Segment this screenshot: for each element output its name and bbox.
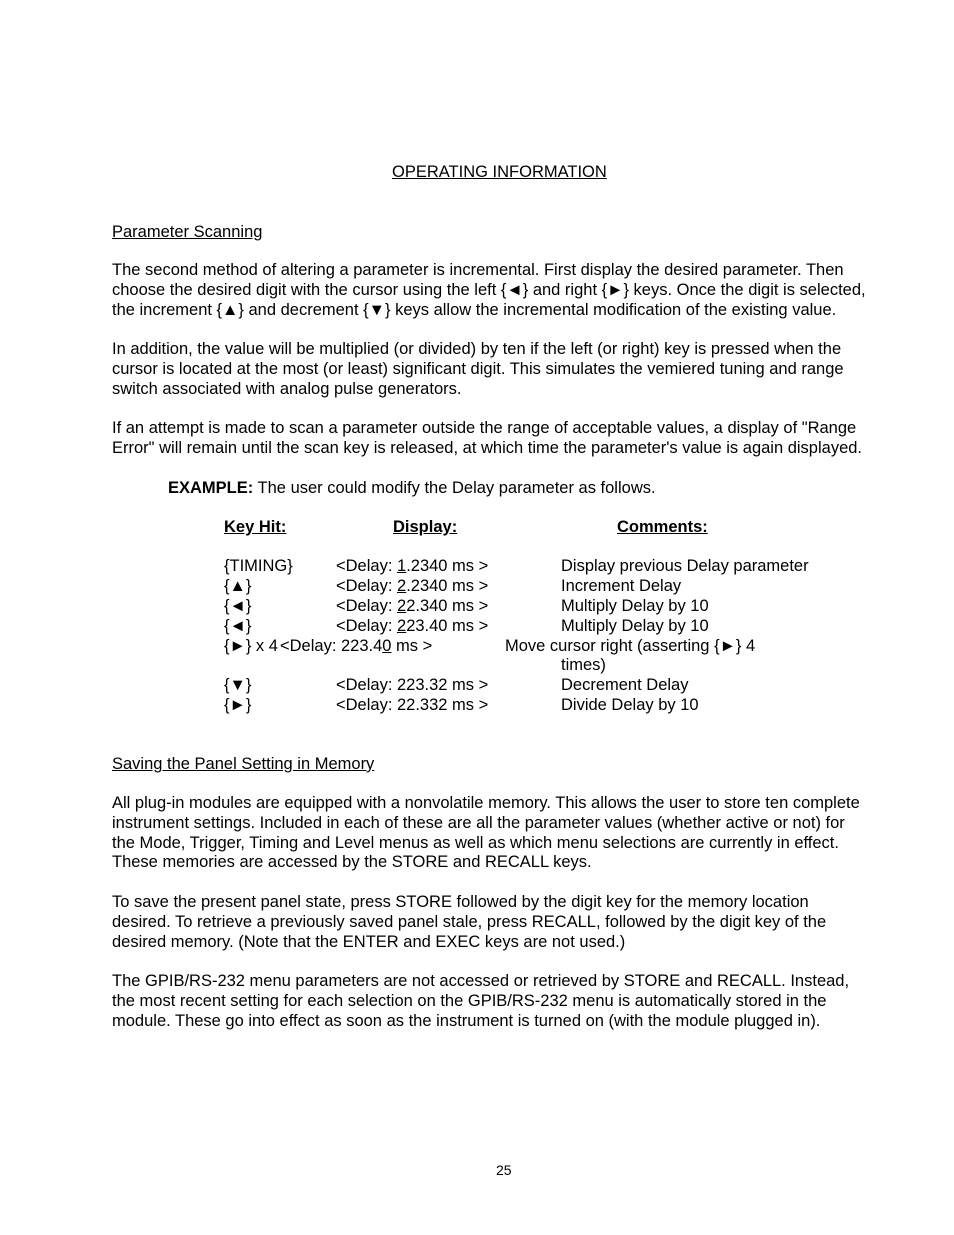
display-value: <Delay: 22.340 ms >	[336, 597, 489, 615]
comment: Multiply Delay by 10	[561, 617, 709, 635]
example-label: EXAMPLE:	[168, 479, 254, 497]
example-line	[168, 479, 656, 499]
page-title: OPERATING INFORMATION	[392, 163, 607, 181]
comment: Multiply Delay by 10	[561, 597, 709, 615]
comment: Divide Delay by 10	[561, 696, 699, 714]
paragraph-multiply: In addition, the value will be multiplied (or divided) by ten if the left (or right) key is pressed when the cursor is located at the most (or least) significant digit. This simulates the vemiered tuning and range switch associated with analog pulse generators.	[112, 340, 844, 398]
paragraph-incremental: The second method of altering a parameter is incremental. First display the desired parameter. Then choose the desired digit with the cursor using the left {◄} and right {►} keys. Once the digit is selected, the increment {▲} and decrement {▼} keys allow the incremental modification of the existing value.	[112, 261, 866, 319]
section-heading-saving-panel: Saving the Panel Setting in Memory	[112, 755, 375, 773]
key-hit: {▲}	[224, 577, 252, 595]
display-value: <Delay: 22.332 ms >	[336, 696, 489, 714]
comment: Increment Delay	[561, 577, 682, 595]
key-hit: {▼}	[224, 676, 252, 694]
paragraph-gpib: The GPIB/RS-232 menu parameters are not accessed or retrieved by STORE and RECALL. Instead, the most recent setting for each selection on the GPIB/RS-232 menu is automatically stored in the module. These go into effect as soon as the instrument is turned on (with the module plugged in).	[112, 972, 850, 1030]
table-header-key: Key Hit:	[224, 518, 287, 536]
display-value: <Delay: 1.2340 ms >	[336, 557, 489, 575]
paragraph-store-recall: To save the present panel state, press STORE followed by the digit key for the memory location desired. To retrieve a previously saved panel stale, press RECALL, followed by the digit key of the desired memory. (Note that the ENTER and EXEC keys are not used.)	[112, 893, 827, 951]
paragraph-nonvolatile-memory: All plug-in modules are equipped with a nonvolatile memory. This allows the user to store ten complete instrument settings. Included in each of these are all the parameter values (whether active or not) for the Mode, Trigger, Timing and Level menus as well as which menu selections are currently in effect. These memories are accessed by the STORE and RECALL keys.	[112, 794, 860, 872]
comment: Display previous Delay parameter	[561, 557, 809, 575]
table-header-comments: Comments:	[617, 518, 708, 536]
key-hit: {◄}	[224, 597, 252, 615]
key-hit: {►}	[224, 696, 252, 714]
key-hit: {TIMING}	[224, 557, 293, 575]
example-text: The user could modify the Delay parameter as follows.	[253, 479, 656, 497]
display-value: <Delay: 223.40 ms >	[280, 637, 433, 655]
comment-continued: times)	[561, 656, 606, 674]
table-header-display: Display:	[393, 518, 458, 536]
comment: Decrement Delay	[561, 676, 689, 694]
section-heading-parameter-scanning: Parameter Scanning	[112, 223, 263, 241]
comment: Move cursor right (asserting {►} 4	[505, 637, 756, 655]
page-number: 25	[496, 1162, 512, 1178]
key-hit: {►} x 4	[224, 637, 278, 655]
display-value: <Delay: 223.40 ms >	[336, 617, 489, 635]
display-value: <Delay: 2.2340 ms >	[336, 577, 489, 595]
display-value: <Delay: 223.32 ms >	[336, 676, 489, 694]
paragraph-range-error: If an attempt is made to scan a parameter outside the range of acceptable values, a display of "Range Error" will remain until the scan key is released, at which time the parameter's value is again displayed.	[112, 419, 863, 457]
key-hit: {◄}	[224, 617, 252, 635]
